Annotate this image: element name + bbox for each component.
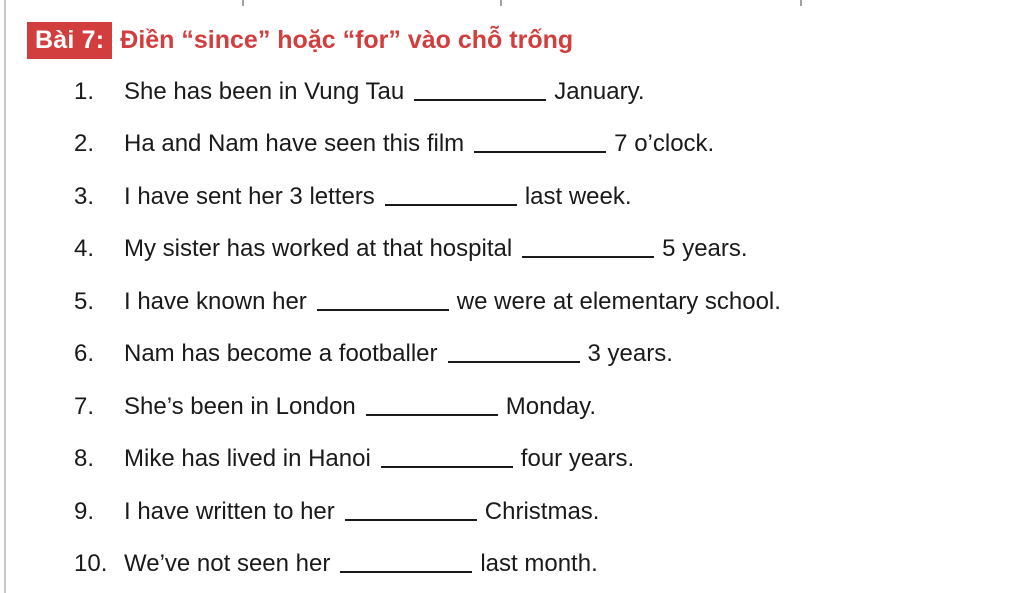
exercise-item-8: [74, 441, 634, 477]
exercise-item-10: [74, 546, 598, 582]
answer-blank[interactable]: [366, 392, 498, 416]
item-number: 3.: [74, 183, 95, 210]
exercise-item-6: [74, 336, 673, 372]
item-number: 6.: [74, 340, 95, 367]
top-edge-mark: [242, 0, 244, 6]
item-text-before: I have written to her: [124, 498, 335, 525]
answer-blank[interactable]: [522, 234, 654, 258]
answer-blank[interactable]: [448, 339, 580, 363]
answer-blank[interactable]: [345, 497, 477, 521]
item-number: 5.: [74, 288, 95, 315]
answer-blank[interactable]: [414, 77, 546, 101]
item-text-after: we were at elementary school.: [456, 288, 781, 315]
item-text-after: 3 years.: [587, 340, 673, 367]
item-text-after: four years.: [520, 445, 635, 472]
item-text-before: I have known her: [124, 288, 307, 315]
item-text-after: last month.: [480, 550, 598, 577]
exercise-instruction: Điền “since” hoặc “for” vào chỗ trống: [120, 26, 574, 54]
item-text-before: I have sent her 3 letters: [124, 183, 375, 210]
answer-blank[interactable]: [385, 182, 517, 206]
item-number: 7.: [74, 393, 95, 420]
exercise-item-7: [74, 389, 596, 425]
item-text-before: She has been in Vung Tau: [124, 78, 405, 105]
exercise-item-9: [74, 494, 599, 530]
item-text-after: 5 years.: [662, 235, 748, 262]
item-text-after: last week.: [524, 183, 632, 210]
item-number: 9.: [74, 498, 95, 525]
item-text-before: Ha and Nam have seen this film: [124, 130, 465, 157]
item-text-after: Monday.: [505, 393, 597, 420]
exercise-item-5: [74, 284, 781, 320]
answer-blank[interactable]: [474, 129, 606, 153]
exercise-item-4: [74, 231, 748, 267]
item-text-before: Nam has become a footballer: [124, 340, 438, 367]
item-number: 10.: [74, 550, 108, 577]
item-number: 8.: [74, 445, 95, 472]
item-text-before: She’s been in London: [124, 393, 356, 420]
item-number: 2.: [74, 130, 95, 157]
exercise-item-3: [74, 179, 632, 215]
item-text-before: My sister has worked at that hospital: [124, 235, 513, 262]
item-text-after: Christmas.: [484, 498, 600, 525]
exercise-item-1: [74, 74, 645, 110]
exercise-label: Bài 7:: [27, 22, 112, 59]
top-edge-mark: [500, 0, 502, 6]
top-edge-mark: [800, 0, 802, 6]
exercise-header: [27, 20, 573, 60]
item-text-after: 7 o’clock.: [614, 130, 715, 157]
exercise-item-2: [74, 126, 714, 162]
answer-blank[interactable]: [381, 444, 513, 468]
answer-blank[interactable]: [340, 549, 472, 573]
item-text-before: We’ve not seen her: [124, 550, 331, 577]
page-left-border: [4, 0, 6, 593]
top-edge-marks: [0, 0, 1024, 8]
item-text-after: January.: [554, 78, 645, 105]
item-number: 1.: [74, 78, 95, 105]
item-number: 4.: [74, 235, 95, 262]
answer-blank[interactable]: [317, 287, 449, 311]
item-text-before: Mike has lived in Hanoi: [124, 445, 371, 472]
